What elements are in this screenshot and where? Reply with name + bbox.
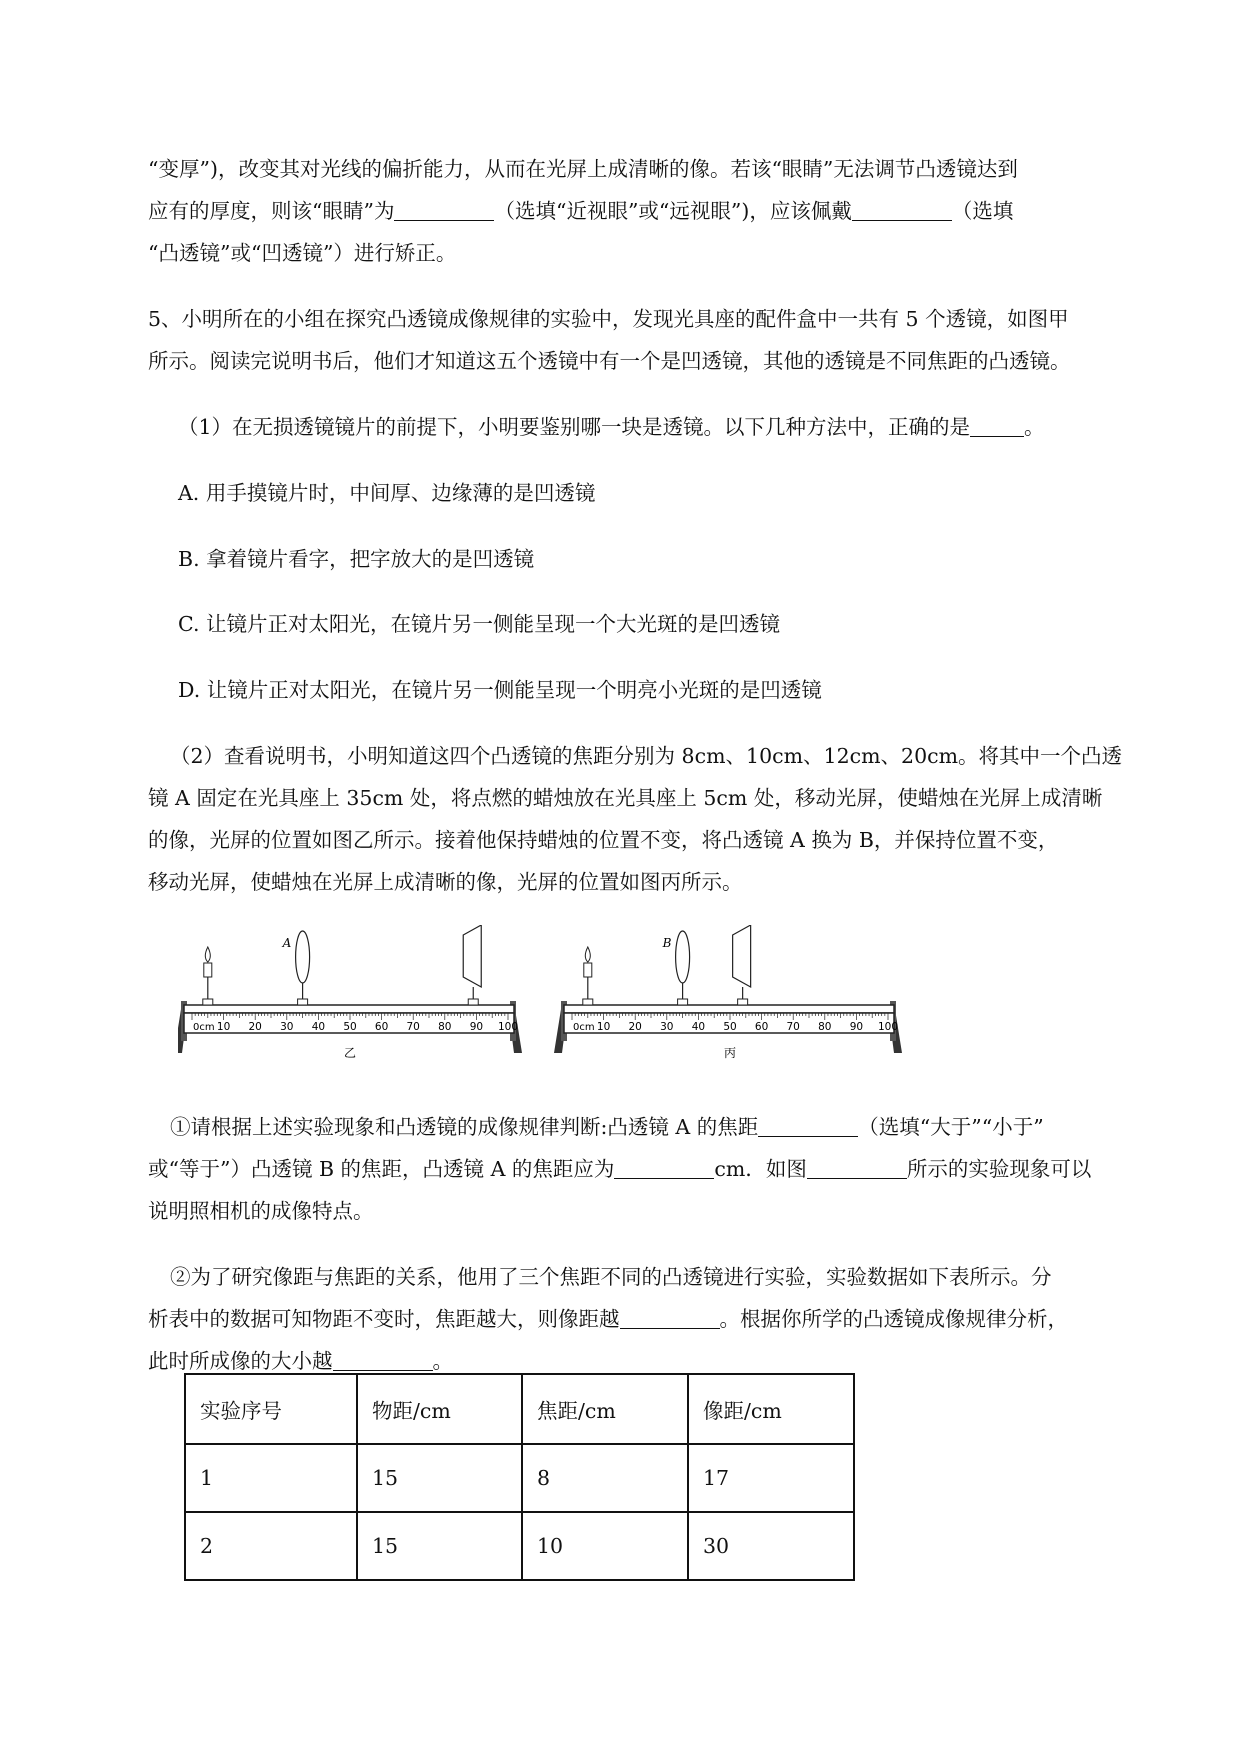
light-screen bbox=[463, 925, 481, 987]
table-header-cell: 物距/cm bbox=[357, 1374, 522, 1444]
q-circle1-line-1: ①请根据上述实验现象和凸透镜的成像规律判断:凸透镜 A 的焦距 （选填“大于”“小于” bbox=[170, 1115, 1044, 1139]
table-cell: 30 bbox=[688, 1512, 854, 1580]
optical-bench-figure bbox=[178, 925, 948, 1080]
convex-lens bbox=[676, 931, 690, 983]
ruler-label: 10 bbox=[596, 1021, 611, 1033]
q-circle1-line-2: 或“等于”）凸透镜 B 的焦距，凸透镜 A 的焦距应为 cm．如图 所示的实验现象可以 bbox=[148, 1157, 1092, 1181]
answer-blank[interactable] bbox=[807, 1156, 907, 1179]
ruler-label: 0cm bbox=[193, 1022, 215, 1033]
answer-blank[interactable] bbox=[394, 198, 494, 221]
table-row bbox=[185, 1444, 854, 1512]
ruler-label: 80 bbox=[438, 1021, 452, 1033]
table-header-cell: 像距/cm bbox=[688, 1374, 854, 1444]
table-header-cell: 实验序号 bbox=[185, 1374, 357, 1444]
table-cell: 10 bbox=[522, 1512, 688, 1580]
candle bbox=[584, 963, 592, 977]
ruler-label: 70 bbox=[786, 1021, 800, 1033]
bench-rail bbox=[564, 1005, 894, 1013]
light-screen bbox=[733, 925, 751, 987]
ruler-label: 30 bbox=[280, 1021, 294, 1033]
option-d: D. 让镜片正对太阳光，在镜片另一侧能呈现一个明亮小光斑的是凹透镜 bbox=[178, 678, 822, 702]
ruler-label: 90 bbox=[469, 1021, 484, 1033]
table-cell: 2 bbox=[185, 1512, 357, 1580]
table-row bbox=[185, 1512, 854, 1580]
table-header-cell: 焦距/cm bbox=[522, 1374, 688, 1444]
q5-sub1: （1）在无损透镜镜片的前提下，小明要鉴别哪一块是透镜。以下几种方法中，正确的是 。 bbox=[178, 415, 1045, 439]
intro-line-1: “变厚”)，改变其对光线的偏折能力，从而在光屏上成清晰的像。若该“眼睛”无法调节凸透镜达到 bbox=[148, 157, 1018, 181]
candle-flame bbox=[205, 947, 210, 962]
ruler-label: 70 bbox=[406, 1021, 420, 1033]
q-circle2-line-1: ②为了研究像距与焦距的关系，他用了三个焦距不同的凸透镜进行实验，实验数据如下表所示。分 bbox=[170, 1265, 1052, 1289]
ruler-label: 50 bbox=[723, 1021, 737, 1033]
q5-sub2-line-1: （2）查看说明书，小明知道这四个凸透镜的焦距分别为 8cm、10cm、12cm、20cm。将其中一个凸透 bbox=[170, 744, 1123, 768]
lens-holder bbox=[298, 999, 308, 1005]
q5-sub2-line-4: 移动光屏，使蜡烛在光屏上成清晰的像，光屏的位置如图丙所示。 bbox=[148, 870, 743, 894]
table-header-row bbox=[185, 1374, 854, 1444]
option-c: C. 让镜片正对太阳光，在镜片另一侧能呈现一个大光斑的是凹透镜 bbox=[178, 612, 780, 636]
table-cell: 17 bbox=[688, 1444, 854, 1512]
lens-label: B bbox=[662, 936, 672, 950]
data-table bbox=[184, 1373, 855, 1581]
q5-line-2: 所示。阅读完说明书后，他们才知道这五个透镜中有一个是凹透镜，其他的透镜是不同焦距的凸透镜。 bbox=[148, 349, 1071, 373]
candle-holder bbox=[203, 999, 213, 1005]
ruler-label: 50 bbox=[343, 1021, 357, 1033]
ruler-label: 0cm bbox=[573, 1022, 595, 1033]
answer-blank[interactable] bbox=[758, 1114, 858, 1137]
q5-line-1: 5、小明所在的小组在探究凸透镜成像规律的实验中，发现光具座的配件盒中一共有 5 个透镜，如图甲 bbox=[148, 307, 1069, 331]
ruler-label: 10 bbox=[216, 1021, 231, 1033]
table-cell: 8 bbox=[522, 1444, 688, 1512]
answer-blank[interactable] bbox=[852, 198, 952, 221]
ruler-label: 20 bbox=[628, 1021, 642, 1033]
ruler-label: 80 bbox=[818, 1021, 832, 1033]
candle-holder bbox=[583, 999, 593, 1005]
answer-blank[interactable] bbox=[614, 1156, 714, 1179]
q5-sub2-line-2: 镜 A 固定在光具座上 35cm 处，将点燃的蜡烛放在光具座上 5cm 处，移动光屏，使蜡烛在光屏上成清晰 bbox=[148, 786, 1103, 810]
q-circle2-line-2: 析表中的数据可知物距不变时，焦距越大，则像距越 。根据你所学的凸透镜成像规律分析， bbox=[148, 1307, 1068, 1331]
figure-caption: 乙 bbox=[343, 1046, 357, 1060]
screen-holder bbox=[738, 999, 748, 1005]
ruler-label: 100 bbox=[877, 1021, 899, 1033]
lens-label: A bbox=[282, 936, 292, 950]
intro-line-2: 应有的厚度，则该“眼睛”为 （选填“近视眼”或“远视眼”)，应该佩戴 （选填 bbox=[148, 199, 1014, 223]
screen-holder bbox=[468, 999, 478, 1005]
q5-sub2-line-3: 的像，光屏的位置如图乙所示。接着他保持蜡烛的位置不变，将凸透镜 A 换为 B，并保持位置不变， bbox=[148, 828, 1059, 852]
ruler-label: 40 bbox=[311, 1021, 326, 1033]
ruler-label: 60 bbox=[754, 1021, 769, 1033]
q-circle2-line-3: 此时所成像的大小越 。 bbox=[148, 1349, 453, 1373]
ruler-label: 100 bbox=[497, 1021, 519, 1033]
q-circle1-line-3: 说明照相机的成像特点。 bbox=[148, 1199, 374, 1223]
figure-caption: 丙 bbox=[723, 1046, 737, 1060]
answer-blank[interactable] bbox=[620, 1306, 720, 1329]
table-cell: 1 bbox=[185, 1444, 357, 1512]
option-a: A. 用手摸镜片时，中间厚、边缘薄的是凹透镜 bbox=[178, 481, 596, 505]
option-b: B. 拿着镜片看字，把字放大的是凹透镜 bbox=[178, 547, 535, 571]
answer-blank[interactable] bbox=[970, 414, 1024, 437]
ruler-label: 60 bbox=[374, 1021, 389, 1033]
bench-rail bbox=[184, 1005, 514, 1013]
ruler-label: 40 bbox=[691, 1021, 706, 1033]
optical-bench-left bbox=[178, 925, 522, 1060]
ruler-label: 90 bbox=[849, 1021, 864, 1033]
convex-lens bbox=[296, 931, 310, 983]
candle-flame bbox=[585, 947, 590, 962]
ruler-label: 20 bbox=[248, 1021, 262, 1033]
intro-line-3: “凸透镜”或“凹透镜”）进行矫正。 bbox=[148, 241, 457, 265]
ruler-label: 30 bbox=[660, 1021, 674, 1033]
optical-bench-right bbox=[554, 925, 902, 1060]
lens-holder bbox=[678, 999, 688, 1005]
answer-blank[interactable] bbox=[333, 1348, 433, 1371]
table-cell: 15 bbox=[357, 1512, 522, 1580]
table-cell: 15 bbox=[357, 1444, 522, 1512]
candle bbox=[204, 963, 212, 977]
